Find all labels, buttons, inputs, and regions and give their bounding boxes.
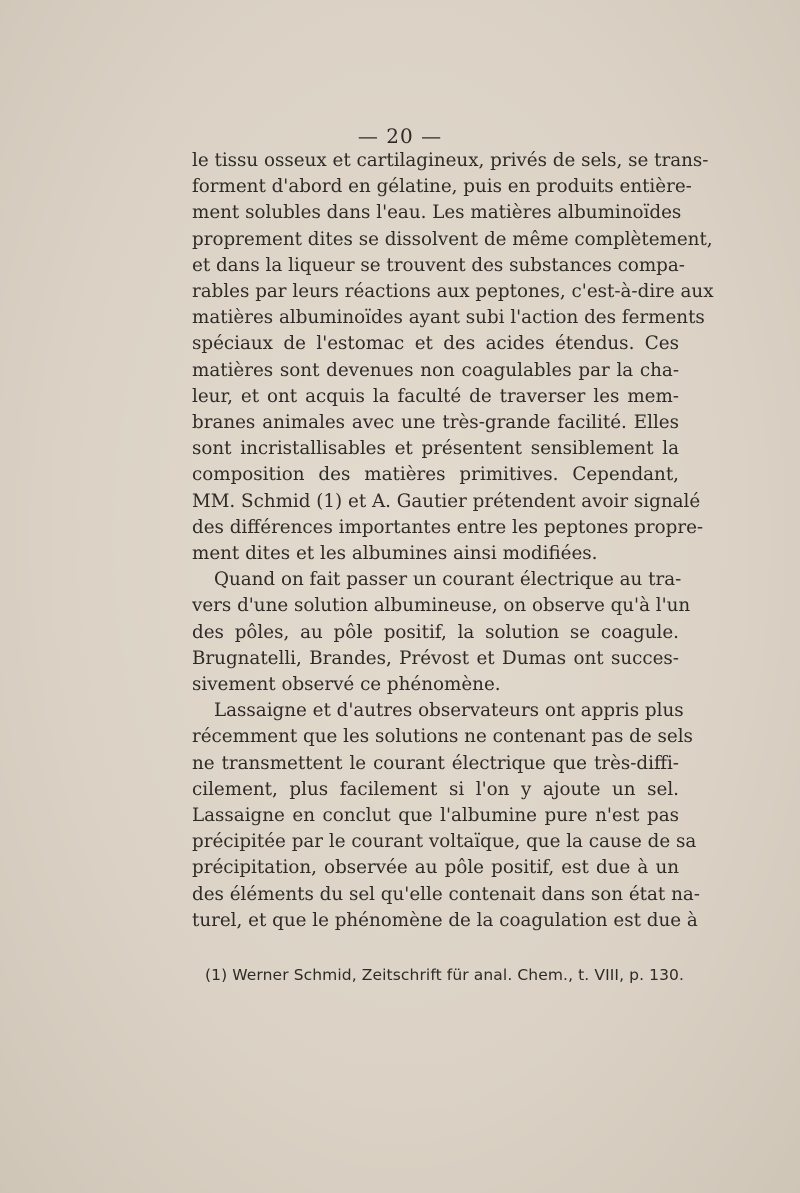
page-number: — 20 —	[357, 124, 443, 148]
text-line: forment d'abord en gélatine, puis en produits entière-	[192, 176, 692, 198]
text-line: composition des matières primitives. Cependant,	[192, 464, 679, 486]
text-line: vers d'une solution albumineuse, on observe qu'à l'un	[192, 595, 691, 617]
text-line: spéciaux de l'estomac et des acides étendus. Ces	[192, 333, 679, 355]
text-line: proprement dites se dissolvent de même complètement,	[192, 228, 713, 250]
text-line: des pôles, au pôle positif, la solution se coagule.	[192, 621, 679, 643]
text-line: Quand on fait passer un courant électrique au tra-	[214, 569, 682, 591]
text-line: turel, et que le phénomène de la coagulation est due à	[192, 909, 698, 931]
footnote: (1) Werner Schmid, Zeitschrift für anal. Chem., t. VIII, p. 130.	[205, 966, 685, 984]
text-line: MM. Schmid (1) et A. Gautier prétendent avoir signalé	[192, 490, 701, 512]
text-line: des éléments du sel qu'elle contenait dans son état na-	[192, 883, 700, 905]
text-line: cilement, plus facilement si l'on y ajoute un sel.	[192, 778, 679, 800]
text-line: récemment que les solutions ne contenant pas de sels	[192, 726, 693, 748]
text-line: rables par leurs réactions aux peptones, c'est-à-dire aux	[192, 281, 714, 303]
text-line: leur, et ont acquis la faculté de traverser les mem-	[192, 385, 679, 407]
text-line: Lassaigne en conclut que l'albumine pure n'est pas	[192, 805, 679, 827]
text-line: précipitation, observée au pôle positif, est due à un	[192, 857, 679, 879]
text-line: Lassaigne et d'autres observateurs ont appris plus	[214, 700, 684, 722]
text-line: matières sont devenues non coagulables par la cha-	[192, 359, 679, 381]
text-line: ne transmettent le courant électrique que très-diffi-	[192, 752, 679, 774]
text-line: des différences importantes entre les peptones propre-	[192, 516, 704, 538]
text-line: ment solubles dans l'eau. Les matières albuminoïdes	[192, 202, 682, 224]
text-line: le tissu osseux et cartilagineux, privés de sels, se trans-	[192, 150, 709, 171]
text-line: sont incristallisables et présentent sensiblement la	[192, 438, 679, 460]
body-text	[192, 148, 714, 934]
text-line: branes animales avec une très-grande facilité. Elles	[192, 412, 679, 434]
text-line: sivement observé ce phénomène.	[192, 674, 501, 696]
text-line: ment dites et les albumines ainsi modifiées.	[192, 543, 598, 565]
text-line: Brugnatelli, Brandes, Prévost et Dumas ont succes-	[192, 647, 679, 669]
text-line: précipitée par le courant voltaïque, que la cause de sa	[192, 831, 697, 853]
text-line: matières albuminoïdes ayant subi l'action des ferments	[192, 307, 705, 329]
text-line: et dans la liqueur se trouvent des substances compa-	[192, 254, 685, 276]
